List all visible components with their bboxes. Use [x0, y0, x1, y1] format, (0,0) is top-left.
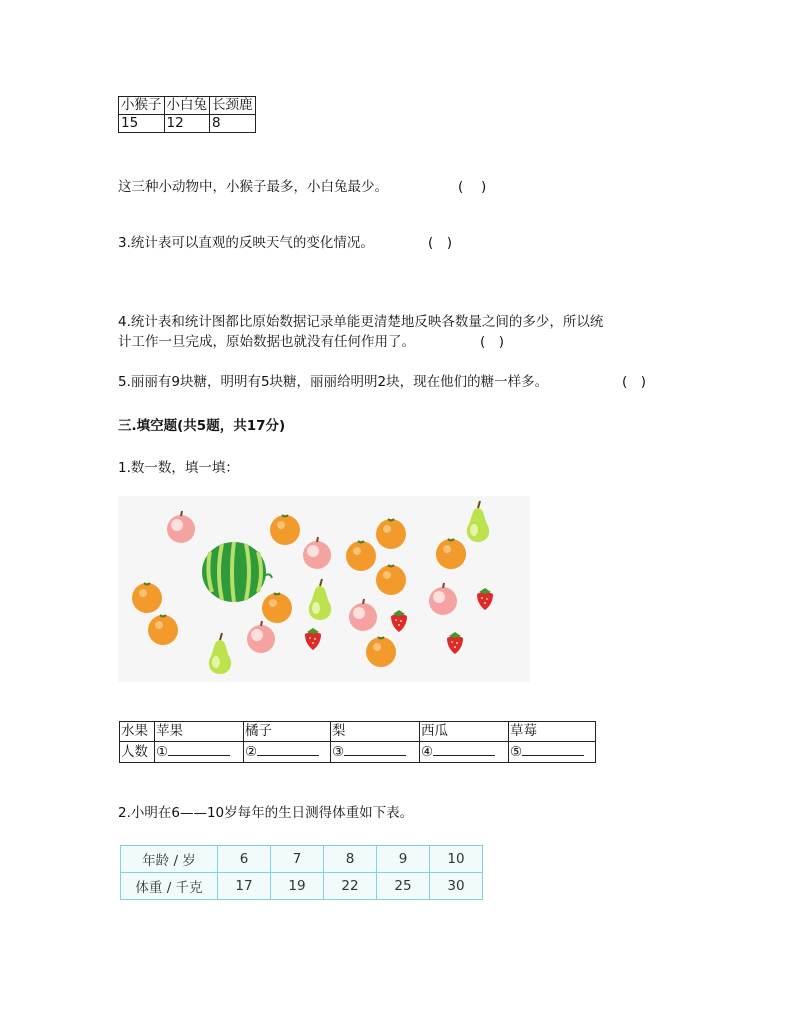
answer-blank[interactable] [168, 742, 230, 756]
answer-cell[interactable] [155, 742, 244, 763]
table-header-cell: 草莓 [509, 722, 596, 742]
apple-icon [426, 582, 460, 616]
orange-icon [268, 512, 302, 546]
pear-icon [460, 500, 496, 544]
table-cell: 30 [430, 873, 483, 900]
table-header-cell: 橘子 [244, 722, 331, 742]
table-header-cell: 梨 [331, 722, 420, 742]
question-4-line-1: 4.统计表和统计图都比原始数据记录单能更清楚地反映各数量之间的多少，所以统 [118, 314, 604, 330]
table-cell: 19 [271, 873, 324, 900]
strawberry-icon [444, 630, 466, 656]
answer-blank[interactable] [257, 742, 319, 756]
answer-blank[interactable] [522, 742, 584, 756]
apple-icon [164, 510, 198, 544]
table-header-cell: 西瓜 [420, 722, 509, 742]
answer-paren[interactable]: ( ) [622, 374, 647, 390]
answer-paren[interactable]: ( ) [428, 235, 453, 251]
question-5-text: 5.丽丽有9块糖，明明有5块糖，丽丽给明明2块，现在他们的糖一样多。 [118, 374, 549, 390]
answer-cell[interactable] [509, 742, 596, 763]
fill-question-2-title: 2.小明在6——10岁每年的生日测得体重如下表。 [118, 805, 414, 821]
question-4-line-2: 计工作一旦完成，原始数据也就没有任何作用了。 [118, 334, 415, 350]
table-header-cell: 苹果 [155, 722, 244, 742]
answer-blank[interactable] [344, 742, 406, 756]
orange-icon [374, 516, 408, 550]
strawberry-icon [302, 626, 324, 652]
blank-number: ④ [421, 744, 434, 760]
fill-question-1-title: 1.数一数，填一填： [118, 460, 239, 476]
fruit-count-table [119, 721, 596, 763]
orange-icon [364, 634, 398, 668]
strawberry-icon [388, 608, 410, 634]
table-cell: 6 [218, 846, 271, 873]
answer-cell[interactable] [244, 742, 331, 763]
table-row-label: 人数 [120, 742, 155, 763]
table-cell: 25 [377, 873, 430, 900]
table-cell: 10 [430, 846, 483, 873]
table-header-cell: 小猴子 [119, 97, 165, 115]
orange-icon [344, 538, 378, 572]
table-cell: 22 [324, 873, 377, 900]
orange-icon [260, 590, 294, 624]
answer-cell[interactable] [331, 742, 420, 763]
fruit-illustration [118, 496, 530, 682]
table-cell: 8 [324, 846, 377, 873]
table-header-cell: 长颈鹿 [210, 97, 256, 115]
apple-icon [244, 620, 278, 654]
table-header-cell: 小白兔 [164, 97, 210, 115]
blank-number: ② [245, 744, 258, 760]
animal-count-table [118, 96, 256, 133]
strawberry-icon [474, 586, 496, 612]
weight-table [120, 845, 483, 900]
answer-cell[interactable] [420, 742, 509, 763]
blank-number: ① [156, 744, 169, 760]
apple-icon [346, 598, 380, 632]
orange-icon [374, 562, 408, 596]
table-cell: 9 [377, 846, 430, 873]
section-title: 三.填空题(共5题，共17分) [118, 418, 286, 434]
question-3-text: 3.统计表可以直观的反映天气的变化情况。 [118, 235, 374, 251]
answer-paren[interactable]: ( ) [458, 179, 487, 195]
blank-number: ③ [332, 744, 345, 760]
orange-icon [146, 612, 180, 646]
table-cell: 12 [164, 115, 210, 133]
table-row-label: 年龄 / 岁 [121, 846, 218, 873]
table-header-cell: 水果 [120, 722, 155, 742]
pear-icon [202, 632, 238, 676]
apple-icon [300, 536, 334, 570]
table-row-label: 体重 / 千克 [121, 873, 218, 900]
table-cell: 15 [119, 115, 165, 133]
question-2-text: 这三种小动物中，小猴子最多，小白兔最少。 [118, 179, 388, 195]
table-cell: 17 [218, 873, 271, 900]
answer-paren[interactable]: ( ) [480, 334, 505, 350]
table-cell: 7 [271, 846, 324, 873]
pear-icon [302, 578, 338, 622]
blank-number: ⑤ [510, 744, 523, 760]
orange-icon [130, 580, 164, 614]
table-cell: 8 [210, 115, 256, 133]
answer-blank[interactable] [433, 742, 495, 756]
